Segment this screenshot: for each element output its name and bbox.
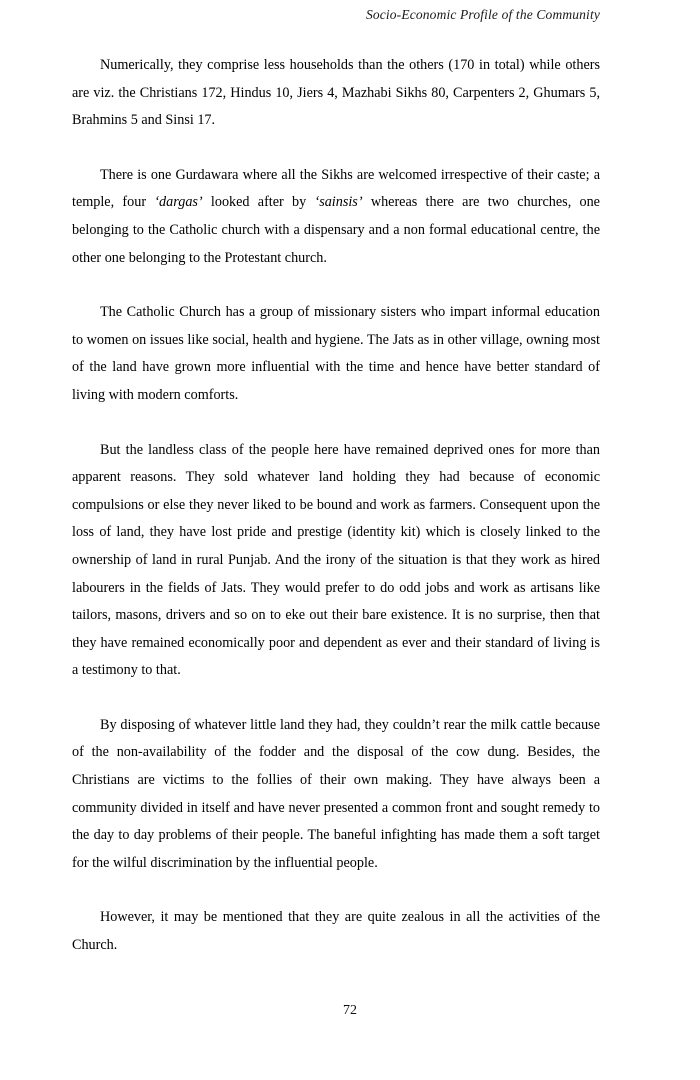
running-head: Socio-Economic Profile of the Community [365,7,600,22]
paragraph: But the landless class of the people here have remained deprived ones for more than apparent reasons. They sold whatever land holding they had because of economic compulsions or else they never liked to be bound and work as farmers. Consequent upon the loss of land, they have lost pride and prestige (identity kit) which is closely linked to the ownership of land in rural Punjab. And the irony of the situation is that they work as hired labourers in the fields of Jats. They would prefer to do odd jobs and work as artisans like tailors, masons, drivers and so on to eke out their bare existence. It is no surprise, then that they have remained economically poor and dependent as ever and their standard of living is a testimony to that. [72,441,600,679]
paragraph: By disposing of whatever little land they had, they couldn’t rear the milk cattle because of the non-availability of the fodder and the disposal of the cow dung. Besides, the Christians are victims to the follies of their own making. They have always been a community divided in itself and have never presented a common front and sought remedy to the day to day problems of their people. The baneful infighting has made them a soft target for the wilful discrimination by the influential people. [72,716,600,871]
paragraph-segment: looked after by [202,194,315,211]
italic-term-sainsis: ‘sainsis’ [314,194,363,211]
paragraph: Numerically, they comprise less households than the others (170 in total) while others are viz. the Christians 172, Hindus 10, Jiers 4, Mazhabi Sikhs 80, Carpenters 2, Ghumars 5, Brahmins 5 and Sinsi 17. [72,57,600,129]
paragraph [72,162,600,272]
page-number: 72 [343,1003,357,1018]
paragraph-segment: There is one Gurdawara where all the Sikhs are welcomed irrespective of their caste; a temple, four [72,166,600,211]
paragraph: However, it may be mentioned that they are quite zealous in all the activities of the Church. [72,909,600,954]
paragraph: The Catholic Church has a group of missionary sisters who impart informal education to women on issues like social, health and hygiene. The Jats as in other village, owning most of the land have grown more influential with the time and hence have better standard of living with modern comforts. [72,304,600,403]
body-text-column [72,52,600,960]
italic-term-dargas: ‘dargas’ [154,194,203,211]
paragraph-segment: whereas there are two churches, one belonging to the Catholic church with a dispensary and a non formal educational centre, the other one belonging to the Protestant church. [72,194,600,266]
